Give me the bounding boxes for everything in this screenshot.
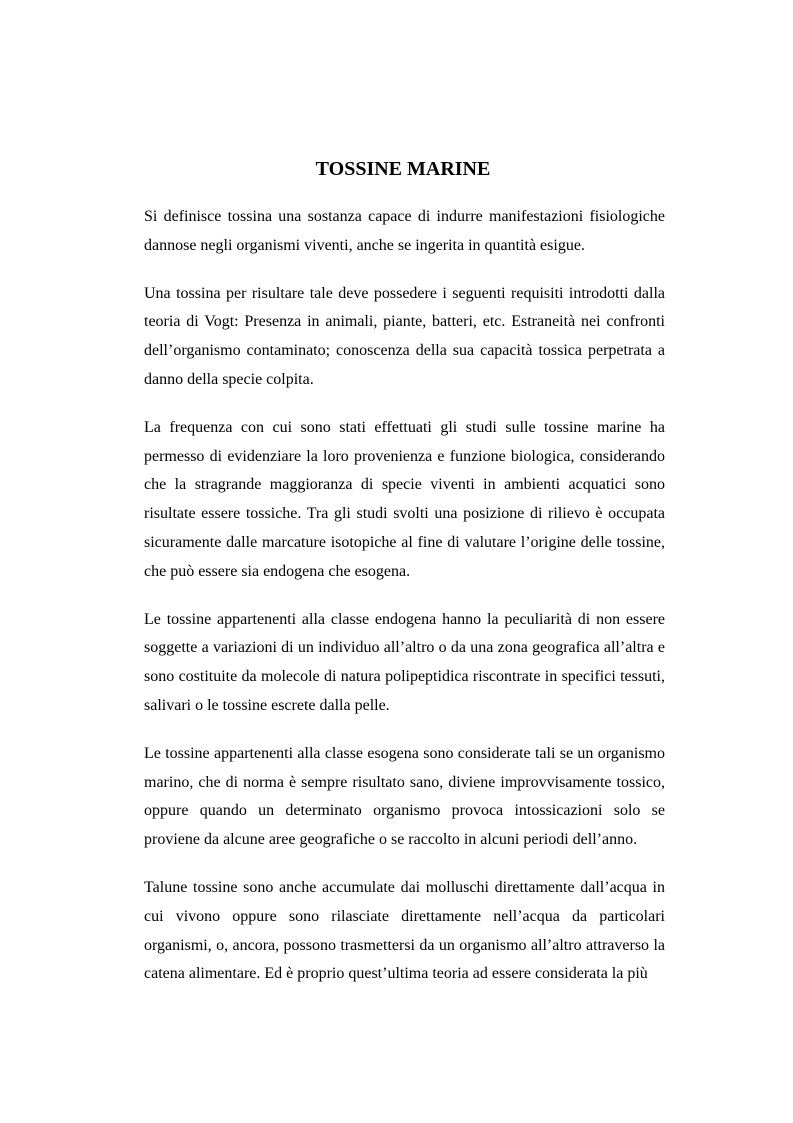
paragraph-endogenous: Le tossine appartenenti alla classe endogena hanno la peculiarità di non essere soggette a variazioni di un individuo all’altro o da una zona geografica all’altra e sono costituite da molecole di natura polipeptidica riscontrate in specifici tessuti, salivari o le tossine escrete dalla pelle. (144, 610, 665, 714)
paragraph-exogenous: Le tossine appartenenti alla classe esogena sono considerate tali se un organismo marino, che di norma è sempre risultato sano, diviene improvvisamente tossico, oppure quando un determinato organismo provoca intossicazioni solo se proviene da alcune aree geografiche o se raccolto in alcuni periodi dell’anno. (144, 744, 665, 849)
page-title: TOSSINE MARINE (315, 158, 491, 180)
body-text (144, 203, 665, 989)
paragraph-studies: La frequenza con cui sono stati effettuati gli studi sulle tossine marine ha permesso di evidenziare la loro provenienza e funzione biologica, considerando che la stragrande maggioranza di specie viventi in ambienti acquatici sono risultate essere tossiche. Tra gli studi svolti una posizione di rilievo è occupata sicuramente dalle marcature isotopiche al fine di valutare l’origine delle tossine, che può essere sia endogena che esogena. (144, 418, 665, 580)
paragraph-accumulation: Talune tossine sono anche accumulate dai molluschi direttamente dall’acqua in cui vivono oppure sono rilasciate direttamente nell’acqua da particolari organismi, o, ancora, possono trasmettersi da un organismo all’altro attraverso la catena alimentare. Ed è proprio quest’ultima teoria ad essere considerata la più (144, 878, 665, 983)
paragraph-requirements: Una tossina per risultare tale deve possedere i seguenti requisiti introdotti dalla teoria di Vogt: Presenza in animali, piante, batteri, etc. Estraneità nei confronti dell’organismo contaminato; conoscenza della sua capacità tossica perpetrata a danno della specie colpita. (144, 284, 665, 388)
paragraph-definition: Si definisce tossina una sostanza capace di indurre manifestazioni fisiologiche dannose negli organismi viventi, anche se ingerita in quantità esigue. (144, 208, 665, 254)
